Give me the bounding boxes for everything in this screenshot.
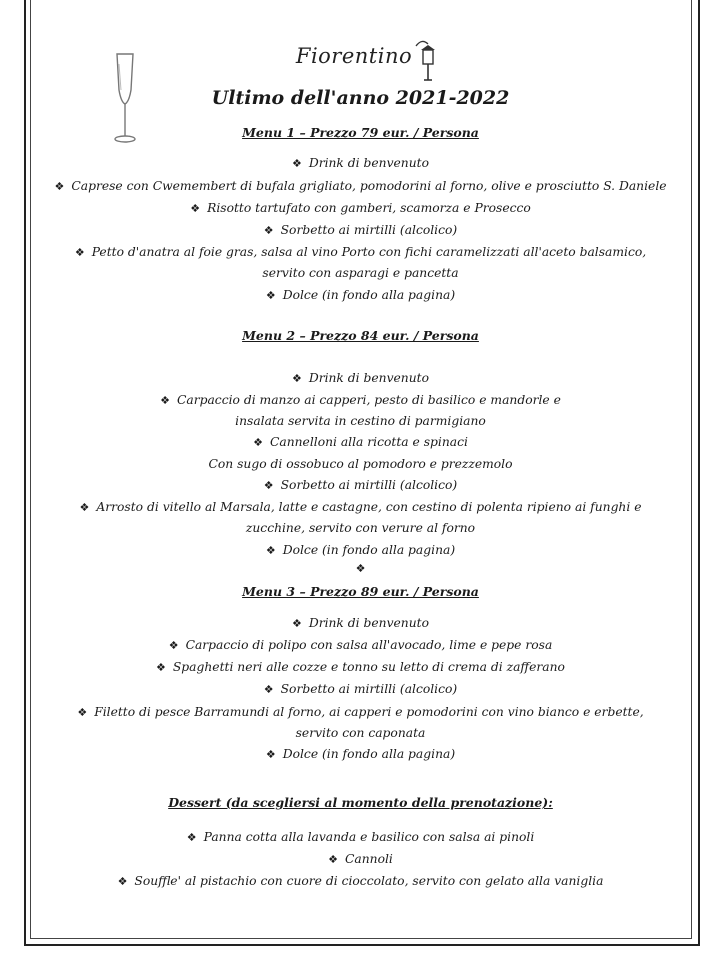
menu-3-heading: Menu 3 – Prezzo 89 eur. / Persona <box>242 584 479 599</box>
dessert-item: ❖ Panna cotta alla lavanda e basilico con salsa ai pinoli <box>30 826 691 849</box>
menu-3-item: ❖ Filetto di pesce Barramundi al forno, ai capperi e pomodorini con vino bianco e erbette, <box>30 701 691 724</box>
menu-2-item-continued: insalata servita in cestino di parmigiano <box>235 414 486 428</box>
menu-2-item: ❖ Arrosto di vitello al Marsala, latte e castagne, con cestino di polenta ripieno ai funghi e <box>30 496 691 519</box>
street-lamp-icon <box>414 36 440 82</box>
page-title: Ultimo dell'anno 2021-2022 <box>211 87 510 109</box>
menu-3-item: ❖ Dolce (in fondo alla pagina) <box>30 743 691 766</box>
menu-2-item: ❖ Cannelloni alla ricotta e spinaci <box>30 431 691 454</box>
menu-1-item: ❖ Dolce (in fondo alla pagina) <box>30 284 691 307</box>
menu-2-item: ❖ Drink di benvenuto <box>30 367 691 390</box>
menu-1-item: ❖ Petto d'anatra al foie gras, salsa al vino Porto con fichi caramelizzati all'aceto balsamico, <box>30 241 691 264</box>
menu-3-item: ❖ Spaghetti neri alle cozze e tonno su letto di crema di zafferano <box>30 656 691 679</box>
menu-2-item: ❖ Sorbetto ai mirtilli (alcolico) <box>30 474 691 497</box>
menu-2-item: ❖ Carpaccio di manzo ai capperi, pesto di basilico e mandorle e <box>30 389 691 412</box>
menu-2-heading: Menu 2 – Prezzo 84 eur. / Persona <box>242 328 479 343</box>
menu-1-item-continued: servito con asparagi e pancetta <box>262 266 459 280</box>
menu-3-item: ❖ Sorbetto ai mirtilli (alcolico) <box>30 678 691 701</box>
menu-2-item-continued: zucchine, servito con verure al forno <box>245 521 476 535</box>
menu-1-item: ❖ Risotto tartufato con gamberi, scamorza e Prosecco <box>30 197 691 220</box>
menu-1-item: ❖ Caprese con Cwemembert di bufala grigliato, pomodorini al forno, olive e prosciutto S. Daniele <box>30 175 691 198</box>
menu-3-item: ❖ Carpaccio di polipo con salsa all'avocado, lime e pepe rosa <box>30 634 691 657</box>
menu-1-item: ❖ Drink di benvenuto <box>30 152 691 175</box>
menu-3-item-continued: servito con caponata <box>295 726 426 740</box>
diamond-bullet-icon: ❖ <box>355 562 366 575</box>
menu-1-item: ❖ Sorbetto ai mirtilli (alcolico) <box>30 219 691 242</box>
dessert-heading: Dessert (da scegliersi al momento della prenotazione): <box>168 795 553 810</box>
menu-2-item: ❖ Dolce (in fondo alla pagina) <box>30 539 691 562</box>
menu-2-item-continued: Con sugo di ossobuco al pomodoro e prezzemolo <box>208 457 513 471</box>
menu-3-item: ❖ Drink di benvenuto <box>30 612 691 635</box>
dessert-item: ❖ Souffle' al pistachio con cuore di cioccolato, servito con gelato alla vaniglia <box>30 870 691 893</box>
logo-text: Fiorentino <box>295 44 413 68</box>
menu-1-heading: Menu 1 – Prezzo 79 eur. / Persona <box>242 125 479 140</box>
dessert-item: ❖ Cannoli <box>30 848 691 871</box>
restaurant-logo <box>284 36 440 82</box>
